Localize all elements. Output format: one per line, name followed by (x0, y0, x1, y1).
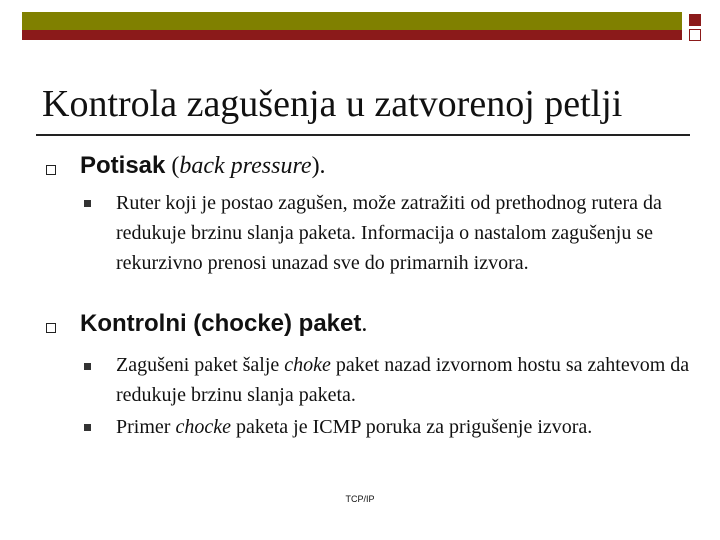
list-item: Ruter koji je postao zagušen, može zatražiti od prethodnog rutera da redukuje brzinu slanja paketa. Informacija o nastalom zagušenju se rekurzivno prenosi unazad sve do primarnih izvora. (116, 192, 662, 274)
bullet-heading: Potisak (back pressure). (80, 152, 326, 179)
bullet-heading-bold: Potisak (80, 152, 166, 179)
list-item: Primer chocke paketa je ICMP poruka za prigušenje izvora. (116, 416, 593, 438)
corner-square-filled-icon (689, 14, 701, 26)
list-item: Zagušeni paket šalje choke paket nazad izvornom hostu sa zahtevom da redukuje brzinu slanja paketa. (116, 354, 690, 406)
slide-footer: TCP/IP (345, 494, 375, 504)
corner-square-outline-icon (689, 29, 701, 41)
header-bar-olive (22, 12, 684, 30)
filled-square-bullet-icon (84, 363, 91, 370)
hollow-square-bullet-icon (46, 165, 56, 175)
filled-square-bullet-icon (84, 424, 91, 431)
slide-title: Kontrola zagušenja u zatvorenoj petlji (42, 83, 623, 125)
bullet-heading-bold: Kontrolni (chocke) paket (80, 310, 362, 337)
filled-square-bullet-icon (84, 200, 91, 207)
hollow-square-bullet-icon (46, 323, 56, 333)
header-bar-dark (22, 30, 682, 40)
bullet-heading: Kontrolni (chocke) paket. (80, 310, 368, 337)
bullet-heading-italic: back pressure (179, 153, 312, 179)
title-divider (36, 134, 690, 136)
